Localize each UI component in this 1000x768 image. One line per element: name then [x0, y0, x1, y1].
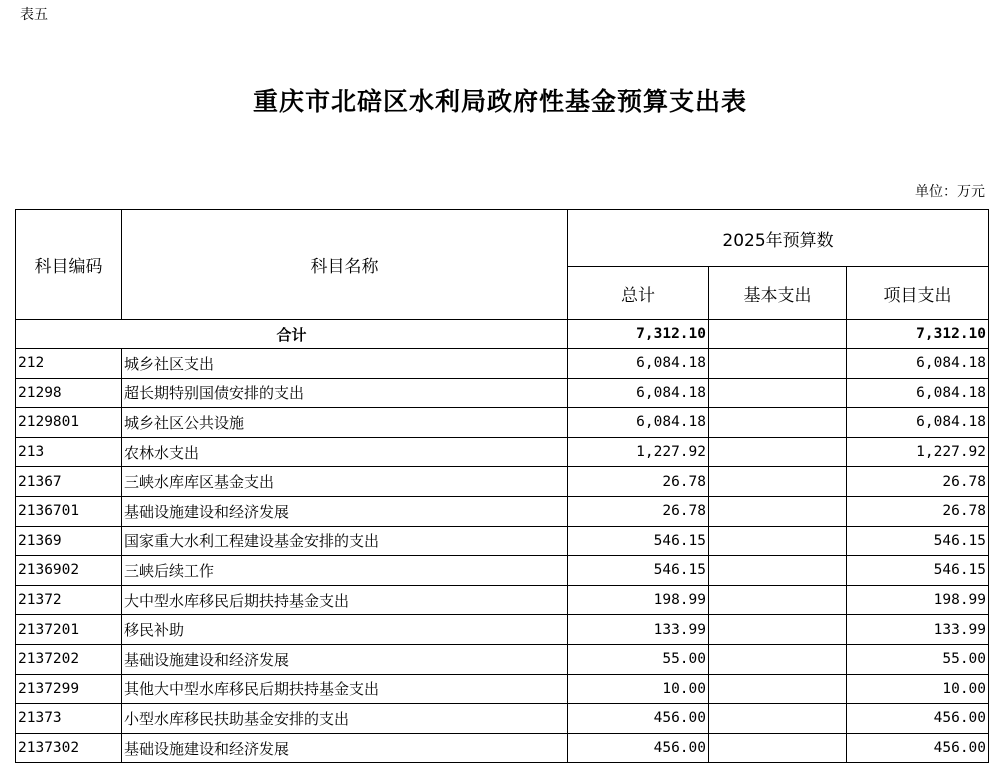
row-project: 10.00: [847, 674, 989, 704]
row-basic: [709, 526, 847, 556]
row-code: 2137202: [16, 644, 122, 674]
row-basic: [709, 467, 847, 497]
row-code: 2137201: [16, 615, 122, 645]
row-code: 213: [16, 437, 122, 467]
table-row: [16, 556, 989, 586]
row-name: 基础设施建设和经济发展: [122, 644, 568, 674]
table-row: [16, 378, 989, 408]
row-basic: [709, 644, 847, 674]
row-code: 21298: [16, 378, 122, 408]
row-total: 26.78: [568, 496, 709, 526]
row-total: 198.99: [568, 585, 709, 615]
row-basic: [709, 733, 847, 763]
page-title: 重庆市北碚区水利局政府性基金预算支出表: [252, 87, 747, 116]
table-row: [16, 349, 989, 379]
table-row: [16, 704, 989, 734]
row-project: 133.99: [847, 615, 989, 645]
header-code: 科目编码: [16, 210, 122, 320]
unit-label: 单位：万元: [915, 184, 985, 200]
table-row: [16, 733, 989, 763]
row-name: 城乡社区支出: [122, 349, 568, 379]
row-project: 546.15: [847, 556, 989, 586]
row-code: 212: [16, 349, 122, 379]
budget-table: [15, 209, 989, 763]
row-project: 546.15: [847, 526, 989, 556]
row-name: 城乡社区公共设施: [122, 408, 568, 438]
total-total: 7,312.10: [568, 320, 709, 349]
row-basic: [709, 704, 847, 734]
row-code: 21367: [16, 467, 122, 497]
total-label: 合计: [16, 320, 568, 349]
row-name: 三峡后续工作: [122, 556, 568, 586]
row-name: 国家重大水利工程建设基金安排的支出: [122, 526, 568, 556]
row-project: 55.00: [847, 644, 989, 674]
row-name: 三峡水库库区基金支出: [122, 467, 568, 497]
table-row: [16, 496, 989, 526]
header-name: 科目名称: [122, 210, 568, 320]
row-basic: [709, 615, 847, 645]
row-project: 198.99: [847, 585, 989, 615]
table-row: [16, 644, 989, 674]
row-name: 农林水支出: [122, 437, 568, 467]
row-basic: [709, 496, 847, 526]
table-row: [16, 408, 989, 438]
total-basic: [709, 320, 847, 349]
header-total: 总计: [568, 267, 709, 320]
row-total: 456.00: [568, 704, 709, 734]
row-project: 6,084.18: [847, 349, 989, 379]
row-code: 2137302: [16, 733, 122, 763]
header-row-1: [16, 210, 989, 267]
row-project: 26.78: [847, 496, 989, 526]
row-project: 456.00: [847, 704, 989, 734]
row-total: 55.00: [568, 644, 709, 674]
row-total: 6,084.18: [568, 349, 709, 379]
row-total: 456.00: [568, 733, 709, 763]
row-total: 6,084.18: [568, 408, 709, 438]
row-project: 6,084.18: [847, 378, 989, 408]
row-name: 超长期特别国债安排的支出: [122, 378, 568, 408]
row-project: 456.00: [847, 733, 989, 763]
row-basic: [709, 437, 847, 467]
row-name: 其他大中型水库移民后期扶持基金支出: [122, 674, 568, 704]
row-code: 21373: [16, 704, 122, 734]
row-project: 1,227.92: [847, 437, 989, 467]
row-code: 21372: [16, 585, 122, 615]
row-basic: [709, 408, 847, 438]
row-name: 大中型水库移民后期扶持基金支出: [122, 585, 568, 615]
table-row: [16, 585, 989, 615]
total-project: 7,312.10: [847, 320, 989, 349]
total-row: [16, 320, 989, 349]
row-total: 133.99: [568, 615, 709, 645]
row-code: 2136902: [16, 556, 122, 586]
row-basic: [709, 674, 847, 704]
row-basic: [709, 556, 847, 586]
row-name: 小型水库移民扶助基金安排的支出: [122, 704, 568, 734]
header-basic: 基本支出: [709, 267, 847, 320]
table-row: [16, 467, 989, 497]
table-row: [16, 615, 989, 645]
row-code: 21369: [16, 526, 122, 556]
row-name: 基础设施建设和经济发展: [122, 733, 568, 763]
row-total: 546.15: [568, 526, 709, 556]
row-code: 2137299: [16, 674, 122, 704]
header-year-group: 2025年预算数: [568, 210, 989, 267]
row-total: 26.78: [568, 467, 709, 497]
row-project: 26.78: [847, 467, 989, 497]
row-total: 6,084.18: [568, 378, 709, 408]
row-code: 2136701: [16, 496, 122, 526]
table-row: [16, 674, 989, 704]
header-project: 项目支出: [847, 267, 989, 320]
row-name: 移民补助: [122, 615, 568, 645]
table-number-label: 表五: [20, 7, 48, 23]
row-basic: [709, 349, 847, 379]
row-project: 6,084.18: [847, 408, 989, 438]
row-basic: [709, 378, 847, 408]
row-total: 10.00: [568, 674, 709, 704]
row-name: 基础设施建设和经济发展: [122, 496, 568, 526]
row-total: 546.15: [568, 556, 709, 586]
table-row: [16, 437, 989, 467]
table-row: [16, 526, 989, 556]
row-basic: [709, 585, 847, 615]
row-code: 2129801: [16, 408, 122, 438]
row-total: 1,227.92: [568, 437, 709, 467]
